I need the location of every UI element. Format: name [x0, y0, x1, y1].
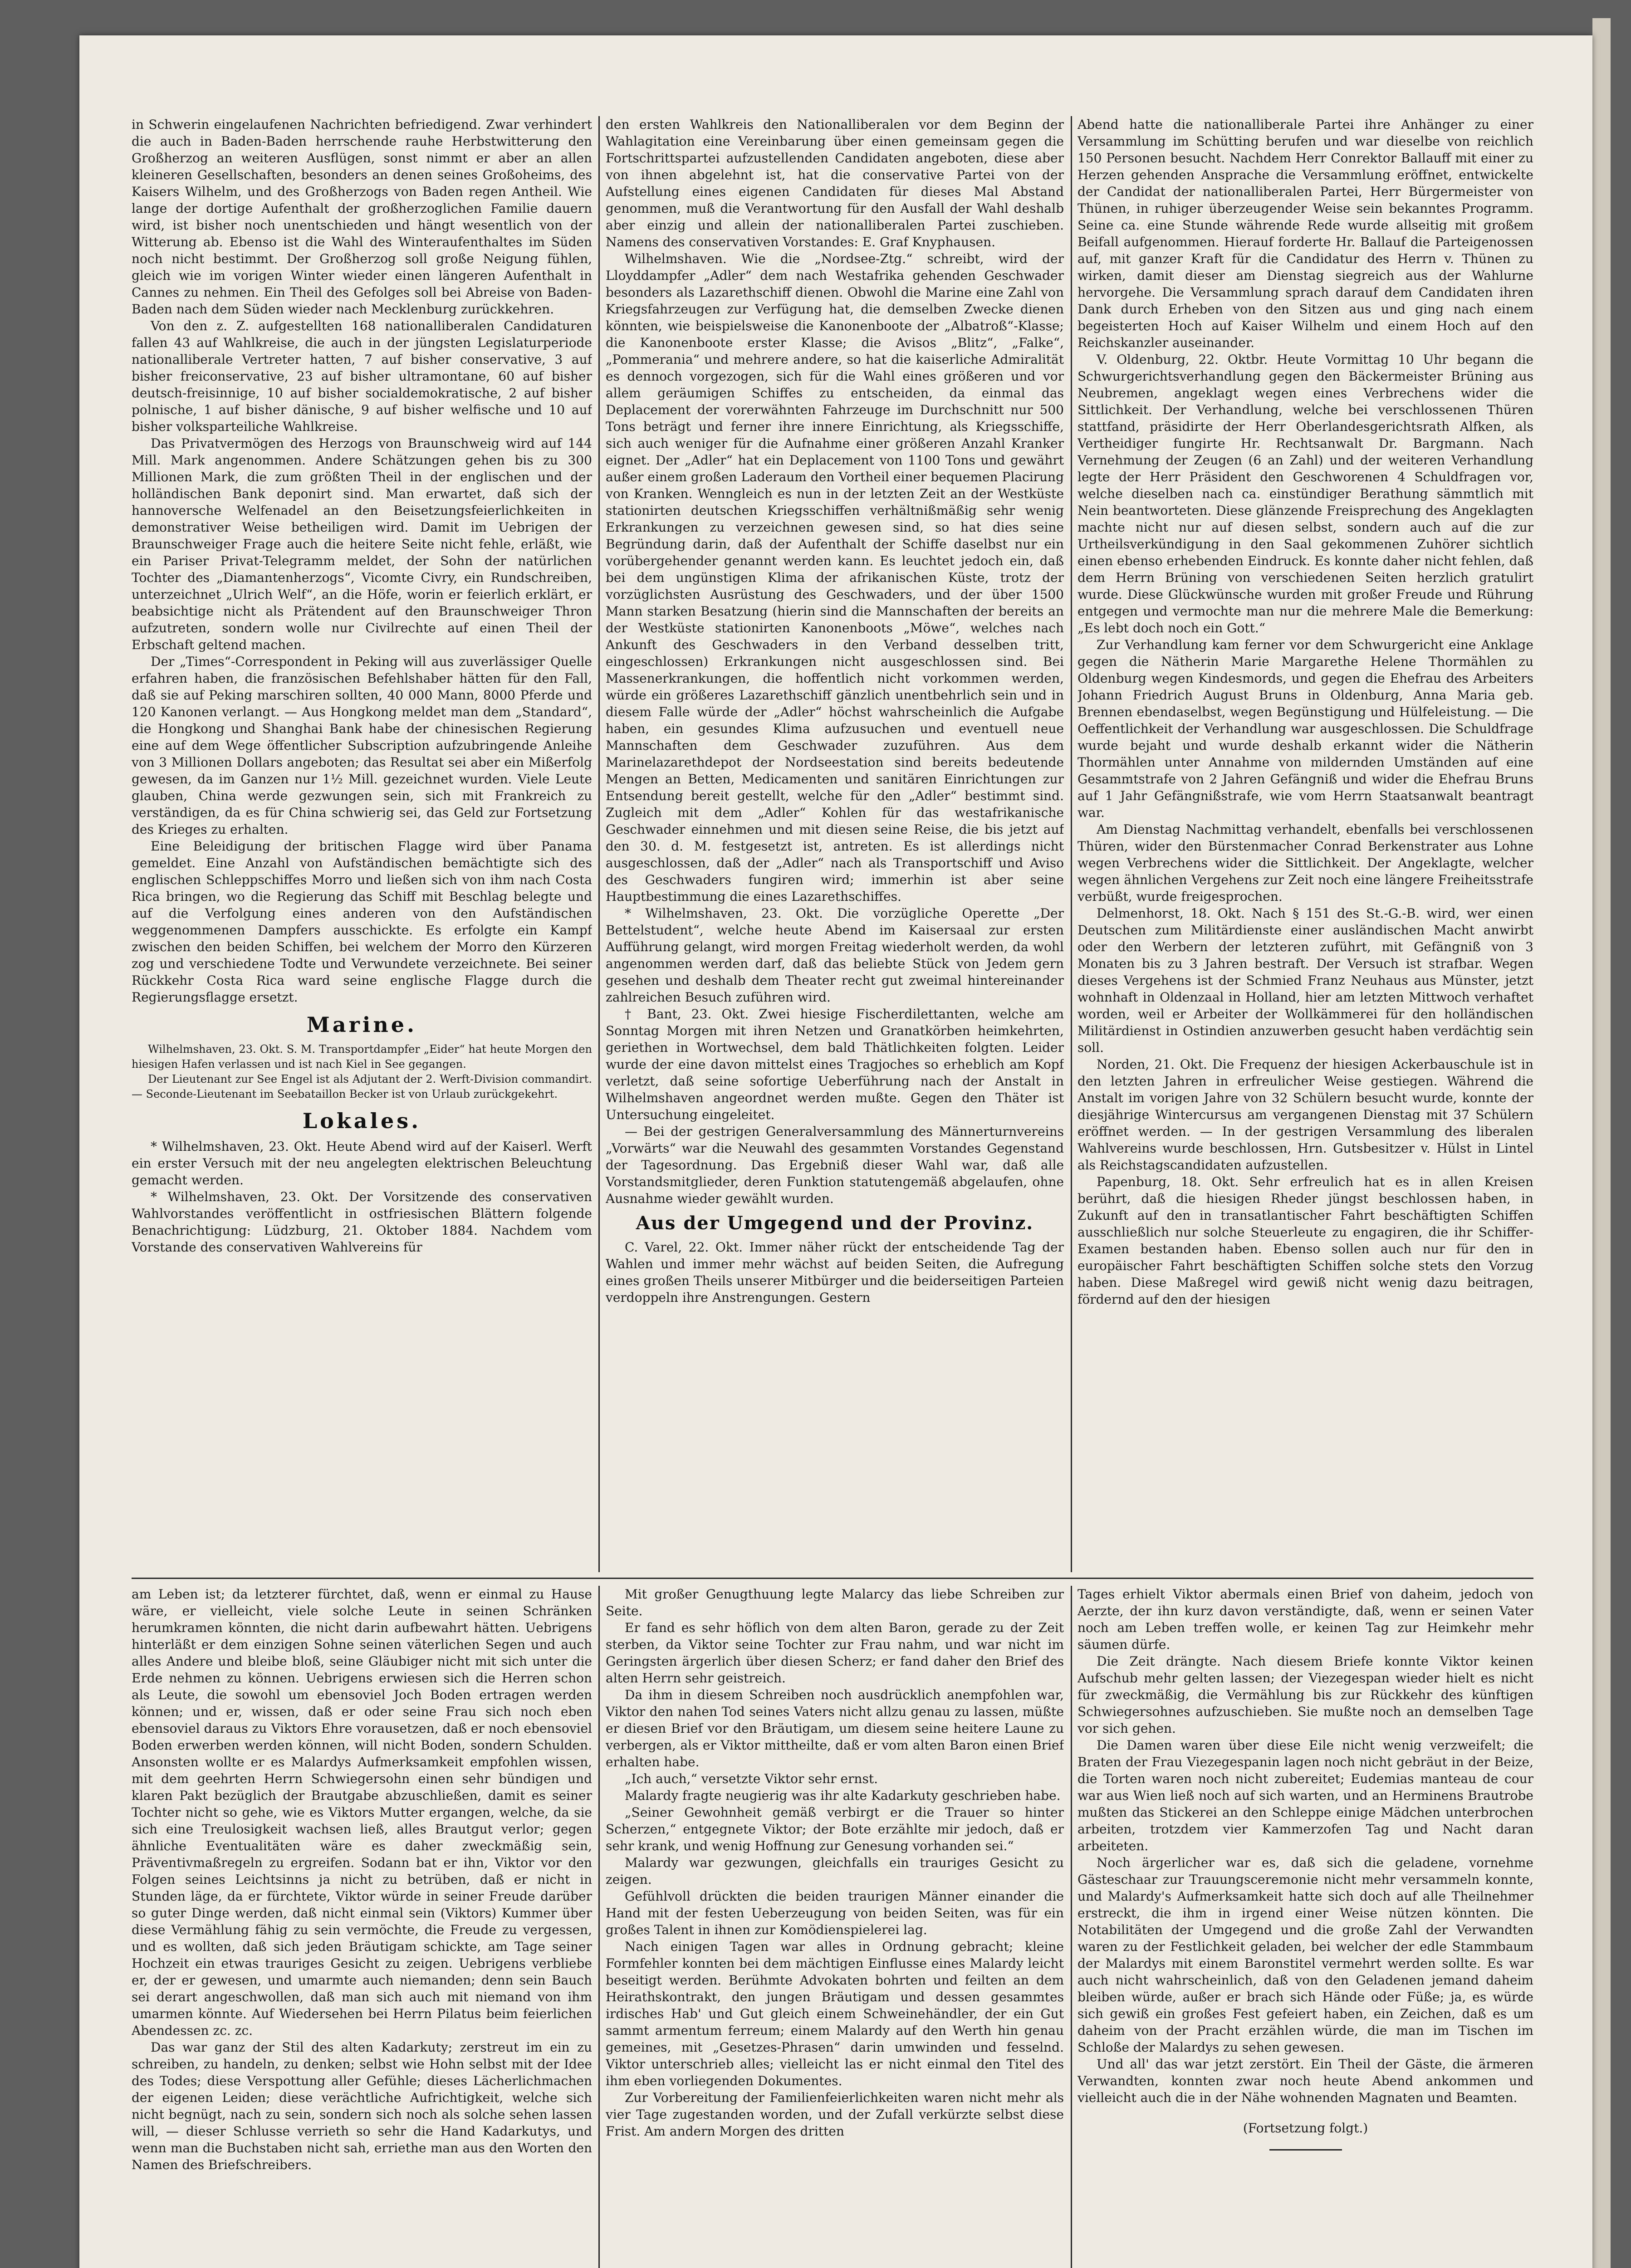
article-paragraph: * Wilhelmshaven, 23. Okt. Heute Abend wird auf der Kaiserl. Werft ein erster Versuch mit der neu angelegten elektrischen Beleuchtung gemacht werden.	[132, 1139, 592, 1188]
story-paragraph: Da ihm in diesem Schreiben noch ausdrücklich anempfohlen war, Viktor den nahen Tod seines Vaters nicht allzu genau zu lassen, müßte er diesen Brief vor den Bräutigam, um diesem seine heitere Laune zu verbergen, als er Viktor mittheilte, daß er vom alten Baron einen Brief erhalten habe.	[606, 1687, 1064, 1769]
article-paragraph: Das Privatvermögen des Herzogs von Braunschweig wird auf 144 Mill. Mark angenommen. Andere Schätzungen gehen bis zu 300 Millionen Mark, die zum größten Theil in der englischen und der holländischen Bank deponirt sind. Man erwartet, daß sich der hannoversche Welfenadel an den Beisetzungsfeierlichkeiten in demonstrativer Weise betheiligen wird. Damit im Uebrigen der Braunschweiger Frage auch die heitere Seite nicht fehle, erläßt, wie ein Pariser Privat-Telegramm meldet, der Sohn der natürlichen Tochter des „Diamantenherzogs“, Vicomte Civry, ein Rundschreiben, unterzeichnet „Ulrich Welf“, an die Höfe, worin er feierlich erklärt, er beabsichtige nicht als Prätendent auf den Braunschweiger Thron aufzutreten, sondern wolle nur Civilrechte auf einen Theil der Erbschaft geltend machen.	[132, 436, 592, 652]
article-paragraph: Delmenhorst, 18. Okt. Nach § 151 des St.-G.-B. wird, wer einen Deutschen zum Militärdienste einer ausländischen Macht anwirbt oder den Werbern der letzteren zuführt, mit Gefängniß von 3 Monaten bis zu 3 Jahren bestraft. Der Versuch ist strafbar. Wegen dieses Vergehens ist der Schmied Franz Neuhaus aus Münster, jetzt wohnhaft in Oldenzaal in Holland, hier am letzten Mittwoch verhaftet worden, weil er Arbeiter der Wollkämmerei für den holländischen Militärdienst in Ostindien anzuwerben gesucht haben verdächtig sein soll.	[1078, 906, 1533, 1055]
story-paragraph: Malardy fragte neugierig was ihr alte Kadarkuty geschrieben habe.	[625, 1788, 1061, 1803]
article-paragraph: † Bant, 23. Okt. Zwei hiesige Fischerdilettanten, welche am Sonntag Morgen mit ihren Netzen und Granatkörben heimkehrten, geriethen in Wortwechsel, dem bald Thätlichkeiten folgten. Leider wurde der eine davon mittelst eines Tragjoches so erheblich am Kopf verletzt, daß seine sofortige Ueberführung nach der Anstalt in Wilhelmshaven angeordnet werden mußte. Gegen den Thäter ist Untersuchung eingeleitet.	[606, 1007, 1064, 1122]
story-paragraph: Die Zeit drängte. Nach diesem Briefe konnte Viktor keinen Aufschub mehr gelten lassen; der Viezegespan wieder hielt es nicht für zweckmäßig, die Vermählung bis zur Rückkehr des künftigen Schwiegersohnes aufzuschieben. Sie mußte noch an demselben Tage vor sich gehen.	[1078, 1654, 1533, 1736]
column-rule	[1071, 1586, 1072, 2268]
article-paragraph: Papenburg, 18. Okt. Sehr erfreulich hat es in allen Kreisen berührt, daß die hiesigen Rheder jüngst beschlossen haben, in Zukunft auf den in transatlantischer Fahrt beschäftigten Schiffen ausschließlich nur solche Steuerleute zu engagiren, die ihr Schiffer-Examen bestanden haben. Ebenso sollen auch nur für den in europäischer Fahrt beschäftigten Schiffen solche stets den Vorzug haben. Diese Maßregel wird gewiß nicht wenig dazu beitragen, fördernd auf den der hiesigen	[1078, 1174, 1533, 1307]
column-1-bottom	[132, 1586, 592, 2268]
article-paragraph: * Wilhelmshaven, 23. Okt. Der Vorsitzende des conservativen Wahlvorstandes veröffentlicht in ostfriesischen Blättern folgende Benachrichtigung: Lüdzburg, 21. Oktober 1884. Nachdem vom Vorstande des conservativen Wahlvereins für	[132, 1189, 592, 1255]
story-paragraph: Das war ganz der Stil des alten Kadarkuty; zerstreut im ein zu schreiben, zu handeln, zu denken; selbst wie Hohn selbst mit der Idee des Todes; diese Verspottung aller Gefühle; dieses Lächerlichmachen der eigenen Leiden; diese verächtliche Aufrichtigkeit, welche sich nicht begnügt, nach zu sein, sondern sich noch als solche sehen lassen will, — dieser Schlusse verrieth so sehr die Hand Kadarkutys, und wenn man die Buchstaben nicht sah, erriethe man aus den Worten den Namen des Briefschreibers.	[132, 2040, 592, 2172]
section-heading-umgegend: Aus der Umgegend und der Provinz.	[636, 1212, 1034, 1234]
article-paragraph: Norden, 21. Okt. Die Frequenz der hiesigen Ackerbauschule ist in den letzten Jahren in erfreulicher Weise gestiegen. Während die Anstalt im vorigen Jahre von 32 Schülern besucht wurde, konnte der diesjährige Wintercursus am vergangenen Dienstag mit 37 Schülern eröffnet werden. — In der gestrigen Versammlung des liberalen Wahlvereins wurde beschlossen, Hrn. Gutsbesitzer v. Hülst in Lintel als Reichstagscandidaten aufzustellen.	[1078, 1057, 1533, 1173]
story-paragraph: „Ich auch,“ versetzte Viktor sehr ernst.	[625, 1771, 878, 1786]
column-1-top	[132, 116, 592, 1572]
column-rule	[598, 1586, 600, 2268]
story-paragraph: Malardy war gezwungen, gleichfalls ein trauriges Gesicht zu zeigen.	[606, 1855, 1064, 1887]
article-paragraph: in Schwerin eingelaufenen Nachrichten befriedigend. Zwar verhindert die auch in Baden-Baden herrschende rauhe Herbstwitterung den Großherzog an weiteren Ausflügen, sonst nimmt er aber an allen kleineren Gesellschaften, besonders an denen seines Großoheims, des Kaisers Wilhelm, und des Großherzogs von Baden regen Antheil. Wie lange der dortige Aufenthalt der großherzoglichen Familie dauern wird, ist bisher noch unentschieden und hängt wesentlich von der Witterung ab. Ebenso ist die Wahl des Winteraufenthaltes im Süden noch nicht bestimmt. Der Großherzog soll große Neigung fühlen, gleich wie im vorigen Winter wieder einen längeren Aufenthalt in Cannes zu nehmen. Ein Theil des Gefolges soll bei Abreise von Baden-Baden nach dem Süden wieder nach Mecklenburg zurückkehren.	[132, 117, 592, 317]
section-heading-lokales: Lokales.	[302, 1109, 421, 1133]
story-paragraph: Noch ärgerlicher war es, daß sich die geladene, vornehme Gästeschaar zur Trauungsceremonie nicht mehr versammeln konnte, und Malardy's Aufmerksamkeit hatte sich doch auf alle Theilnehmer erstreckt, die ihm in irgend einer Weise nützen könnten. Die Notabilitäten der Umgegend und die große Zahl der Verwandten waren zu der Festlichkeit geladen, bei welcher der edle Stammbaum der Malardys mit einem Baronstitel vermehrt werden sollte. Es war auch nicht wahrscheinlich, daß von den Geladenen jemand daheim bleiben würde, außer er brach sich Hände oder Füße; ja, es würde sich gewiß ein großes Fest gefeiert haben, ein Zeichen, daß es um daheim von der Pracht erzählen würde, die man im Tischen im Schloße der Malardys zu sehen gewesen.	[1078, 1855, 1533, 2055]
story-paragraph: Mit großer Genugthuung legte Malarcy das liebe Schreiben zur Seite.	[606, 1587, 1064, 1618]
column-2-bottom	[606, 1586, 1064, 2268]
article-paragraph: den ersten Wahlkreis den Nationalliberalen vor dem Beginn der Wahlagitation eine Vereinbarung über einen gemeinsam gegen die Fortschrittspartei aufzustellenden Candidaten angeboten, diese aber von ihnen abgelehnt ist, hat die conservative Partei von der Aufstellung eines eigenen Candidaten für dieses Mal Abstand genommen, muß die Verantwortung für den Ausfall der Wahl deshalb aber einzig und allein der nationalliberalen Partei zuschieben. Namens des conservativen Vorstandes: E. Graf Knyphausen.	[606, 117, 1064, 249]
article-paragraph: Zur Verhandlung kam ferner vor dem Schwurgericht eine Anklage gegen die Nätherin Marie Margarethe Helene Thormählen zu Oldenburg wegen Kindesmords, und gegen die Ehefrau des Arbeiters Johann Friedrich August Bruns in Oldenburg, Anna Maria geb. Brennen ebendaselbst, wegen Begünstigung und Hülfeleistung. — Die Oeffentlichkeit der Verhandlung war ausgeschlossen. Die Schuldfrage wurde bejaht und wurde deshalb erkannt wider die Nätherin Thormählen unter Annahme von mildernden Umständen auf eine Gesammtstrafe von 2 Jahren Gefängniß und wider die Ehefrau Bruns auf 1 Jahr Gefängnißstrafe, wie vom Herrn Staatsanwalt beantragt war.	[1078, 637, 1533, 820]
end-rule	[1269, 2149, 1342, 2151]
column-2-top	[606, 116, 1064, 1572]
article-paragraph: C. Varel, 22. Okt. Immer näher rückt der entscheidende Tag der Wahlen und immer mehr wächst auf beiden Seiten, die Aufregung eines großen Theils unserer Mitbürger und die beiderseitigen Parteien verdoppeln ihre Anstrengungen. Gestern	[606, 1240, 1064, 1305]
article-paragraph: Abend hatte die nationalliberale Partei ihre Anhänger zu einer Versammlung im Schütting berufen und war dieselbe von reichlich 150 Personen besucht. Nachdem Herr Conrektor Ballauff mit einer zu Herzen gehenden Ansprache die Versammlung eröffnet, entwickelte der Candidat der nationalliberalen Partei, Herr Bürgermeister von Thünen, in ruhiger überzeugender Weise sein bekanntes Programm. Seine ca. eine Stunde währende Rede wurde allseitig mit großem Beifall aufgenommen. Hierauf forderte Hr. Ballauf die Parteigenossen auf, mit ganzer Kraft für die Candidatur des Herrn v. Thünen zu wirken, damit dieser am Dienstag siegreich aus der Wahlurne hervorgehe. Die Versammlung sprach darauf dem Candidaten ihren Dank durch Erheben von den Sitzen aus und ging nach einem begeisterten Hoch auf Kaiser Wilhelm und einem Hoch auf den Reichskanzler auseinander.	[1078, 117, 1533, 350]
story-paragraph: Die Damen waren über diese Eile nicht wenig verzweifelt; die Braten der Frau Viezegespanin lagen noch nicht gebräut in der Beize, die Torten waren noch nicht zubereitet; Eudemias manteau de cour war aus Wien ließ noch auf sich warten, und an Herminens Brautrobe mußten das Stickerei an den Schleppe einige Mädchen unterbrochen arbeiten, trotzdem vier Kammerzofen Tag und Nacht daran arbeiteten.	[1078, 1738, 1533, 1853]
section-heading-marine: Marine.	[306, 1012, 417, 1037]
next-page-edge	[1592, 18, 1611, 2268]
story-paragraph: Er fand es sehr höflich von dem alten Baron, gerade zu der Zeit sterben, da Viktor seine Tochter zur Frau nahm, und war nicht im Geringsten ärgerlich über diesen Scherz; er fand daher den Brief des alten Herrn sehr geistreich.	[606, 1620, 1064, 1686]
column-3-bottom	[1078, 1586, 1533, 2268]
article-paragraph: Wilhelmshaven. Wie die „Nordsee-Ztg.“ schreibt, wird der Lloyddampfer „Adler“ dem nach Westafrika gehenden Geschwader besonders als Lazarethschiff dienen. Obwohl die Marine eine Zahl von Kriegsfahrzeugen zur Verfügung hat, die demselben Zwecke dienen könnten, wie beispielsweise die Kanonenboote der „Albatroß“-Klasse; die Kanonenboote erster Klasse; die Avisos „Blitz“, „Falke“, „Pommerania“ und mehrere andere, so hat die kaiserliche Admiralität es dennoch vorgezogen, sich für die Wahl eines größeren und vor allem geräumigen Schiffes zu entscheiden, da einmal das Deplacement der vorerwähnten Fahrzeuge im Durchschnitt nur 500 Tons beträgt und ferner ihre innere Einrichtung, als Kriegsschiffe, sich auch weniger für die Aufnahme einer größeren Anzahl Kranker eignet. Der „Adler“ hat ein Deplacement von 1100 Tons und gewährt außer einem großen Laderaum den Vortheil einer bequemen Placirung von Kranken. Wenngleich es nun in der letzten Zeit an der Westküste stationirten deutschen Kriegsschiffen verhältnißmäßig sehr wenig Erkrankungen zu verzeichnen gewesen sind, so hat dies seine Begründung darin, daß der Aufenthalt der Schiffe daselbst nur ein vorübergehender genannt werden kann. Es leuchtet jedoch ein, daß bei dem ungünstigen Klima der afrikanischen Küste, trotz der vorzüglichsten Ausrüstung des Geschwaders, und der über 1500 Mann starken Besatzung (hierin sind die Mannschaften der bereits an der Westküste stationirten Kanonenboots „Möwe“, welches nach Ankunft des Geschwaders in den Verband desselben tritt, eingeschlossen) Erkrankungen nicht ausgeschlossen sind. Bei Massenerkrankungen, die hoffentlich nicht vorkommen werden, würde ein größeres Lazarethschiff gänzlich unentbehrlich sein und in diesem Falle würde der „Adler“ höchst wahrscheinlich die Aufgabe haben, ein gesundes Klima aufzusuchen und eventuell neue Mannschaften dem Geschwader zuzuführen. Aus dem Marinelazarethdepot der Nordseestation sind bereits bedeutende Mengen an Betten, Medicamenten und sanitären Einrichtungen zur Entsendung bereit gestellt, welche für den „Adler“ bestimmt sind. Zugleich mit dem „Adler“ Kohlen für das westafrikanische Geschwader einnehmen und mit diesen seine Reise, die bis jetzt auf den 30. d. M. festgesetzt ist, antreten. Es ist allerdings nicht ausgeschlossen, daß der „Adler“ nach als Transportschiff und Aviso des Geschwaders fungiren wird; immerhin ist aber seine Hauptbestimmung die eines Lazarethschiffes.	[606, 251, 1064, 904]
story-paragraph: am Leben ist; da letzterer fürchtet, daß, wenn er einmal zu Hause wäre, er vielleicht, viele solche Leute in seinen Schränken herumkramen könnten, die nicht darin aufbewahrt hätten. Uebrigens hinterläßt er dem einzigen Sohne seinen väterlichen Segen und auch alles Andere und bleibe bloß, seine Gläubiger nicht mit sich unter die Erde nehmen zu können. Uebrigens erwiesen sich die Herren schon als Leute, die sowohl um ebensoviel Joch Boden ertragen werden können; und er, wissen, daß er oder seine Frau sich noch eben ebensoviel daraus zu Viktors Ehre vorausetzen, daß er noch ebensoviel Boden erwerben werden können, will nicht Boden, sondern Schulden. Ansonsten wollte er es Malardys Aufmerksamkeit empfohlen wissen, mit dem geehrten Herrn Schwiegersohn einen sehr bündigen und klaren Pakt bezüglich der Brautgabe abzuschließen, damit es seiner Tochter nicht so gehe, wie es Viktors Mutter ergangen, welche, da sie sich eine Treulosigkeit wachsen ließ, alles Brautgut verlor; gegen ähnliche Eventualitäten wäre es daher zweckmäßig sein, Präventivmaßregeln zu ergreifen. Sodann bat er ihn, Viktor vor den Folgen seines Leichtsinns ja nicht zu betrüben, daß er nicht in Stunden läge, da er fürchtete, Viktor würde in seiner Freude darüber so guter Dinge werden, daß nicht einmal sein (Viktors) Kummer über diese Vermählung fähig zu sein vermöchte, die Freude zu vergessen, und es wollten, daß sich jeden Bräutigam schickte, am Tage seiner Hochzeit ein etwas trauriges Gesicht zu zeigen. Uebrigens verbliebe er, der er gewesen, und umarmte auch niemanden; denn sein Bauch sei derart angeschwollen, daß man sich auch mit niemand von ihm umarmen könnte. Auf Wiedersehen bei Herrn Pilatus beim feierlichen Abendessen zc. zc.	[132, 1587, 592, 2038]
article-paragraph: Wilhelmshaven, 23. Okt. S. M. Transportdampfer „Eider“ hat heute Morgen den hiesigen Hafen verlassen und ist nach Kiel in See gegangen.	[132, 1043, 592, 1070]
story-paragraph: Und all' das war jetzt zerstört. Ein Theil der Gäste, die ärmeren Verwandten, konnten zwar noch heute Abend ankommen und vielleicht auch die in der Nähe wohnenden Magnaten und Beamten.	[1078, 2057, 1533, 2105]
article-paragraph: Der „Times“-Correspondent in Peking will aus zuverlässiger Quelle erfahren haben, die französischen Befehlshaber hätten für den Fall, daß sie auf Peking marschiren sollten, 40 000 Mann, 8000 Pferde und 120 Kanonen verlangt. — Aus Hongkong meldet man dem „Standard“, die Hongkong und Shanghai Bank habe der chinesischen Regierung eine auf dem Wege öffentlicher Subscription aufzubringende Anleihe von 3 Millionen Dollars angeboten; das Resultat sei aber ein Mißerfolg gewesen, da im Ganzen nur 1½ Mill. gezeichnet wurden. Viele Leute glauben, China werde gezwungen sein, sich mit Frankreich zu verständigen, da es für China schwierig sei, das Geld zur Fortsetzung des Krieges zu erhalten.	[132, 654, 592, 837]
column-3-top	[1078, 116, 1533, 1572]
story-paragraph: „Seiner Gewohnheit gemäß verbirgt er die Trauer so hinter Scherzen,“ entgegnete Viktor; der Bote erzählte mir jedoch, daß er sehr krank, und wenig Hoffnung zur Genesung vorhanden sei.“	[606, 1805, 1064, 1853]
article-paragraph: — Bei der gestrigen Generalversammlung des Männerturnvereins „Vorwärts“ war die Neuwahl des gesammten Vorstandes Gegenstand der Tagesordnung. Das Ergebniß dieser Wahl war, daß alle Vorstandsmitglieder, deren Funktion statutengemäß abgelaufen, ohne Ausnahme wieder gewählt wurden.	[606, 1124, 1064, 1206]
article-paragraph: V. Oldenburg, 22. Oktbr. Heute Vormittag 10 Uhr begann die Schwurgerichtsverhandlung gegen den Bäckermeister Brüning aus Neubremen, angeklagt wegen eines Verbrechens wider die Sittlichkeit. Der Verhandlung, welche bei verschlossenen Thüren stattfand, präsidirte der Herr Oberlandesgerichtsrath Alfken, als Vertheidiger fungirte Hr. Rechtsanwalt Dr. Bargmann. Nach Vernehmung der Zeugen (6 an Zahl) und der weiteren Verhandlung legte der Herr Präsident den Geschworenen 4 Schuldfragen vor, welche dieselben nach ca. einstündiger Berathung sämmtlich mit Nein beantworteten. Diese glänzende Freisprechung des Angeklagten machte nicht nur auf diesen selbst, sondern auch auf die zur Urtheilsverkündigung in den Saal gekommenen Zuhörer sichtlich einen ebenso erhebenden Eindruck. Es konnte daher nicht fehlen, daß dem Herrn Brüning von verschiedenen Seiten herzlich gratulirt wurde. Diese Glückwünsche wurden mit großer Freude und Rührung entgegen und vermochte man nur die mehrere Male die Bemerkung: „Es lebt doch noch ein Gott.“	[1078, 352, 1533, 635]
column-rule	[1071, 116, 1072, 1572]
article-paragraph: Eine Beleidigung der britischen Flagge wird über Panama gemeldet. Eine Anzahl von Aufständischen bemächtigte sich des englischen Schleppschiffes Morro und ließen sich von ihm nach Costa Rica bringen, wo die Regierung das Schiff mit Beschlag belegte und auf die Verfolgung eines anderen von den Aufständischen weggenommenen Dampfers ausschickte. Es erfolgte ein Kampf zwischen den beiden Schiffen, bei welchem der Morro den Kürzeren zog und verschiedene Todte und Verwundete verzeichnete. Bei seiner Rückkehr Costa Rica ward seine englische Flagge durch die Regierungsflagge ersetzt.	[132, 839, 592, 1005]
article-paragraph: Am Dienstag Nachmittag verhandelt, ebenfalls bei verschlossenen Thüren, wider den Bürstenmacher Conrad Berkenstrater aus Lohne wegen Verbrechens wider die Sittlichkeit. Der Angeklagte, welcher wegen ähnlichen Vergehens zur Zeit noch eine längere Freiheitsstrafe verbüßt, wurde freigesprochen.	[1078, 822, 1533, 904]
newspaper-page	[79, 35, 1592, 2268]
article-paragraph: Der Lieutenant zur See Engel ist als Adjutant der 2. Werft-Division commandirt. — Seconde-Lieutenant im Seebataillon Becker ist von Urlaub zurückgekehrt.	[132, 1073, 592, 1100]
article-paragraph: * Wilhelmshaven, 23. Okt. Die vorzügliche Operette „Der Bettelstudent“, welche heute Abend im Kaisersaal zur ersten Aufführung gelangt, wird morgen Freitag wiederholt werden, da wohl angenommen werden darf, daß das beliebte Stück von Jedem gern gesehen und deshalb dem Theater recht gut zweimal hintereinander zahlreichen Besuch zuführen wird.	[606, 906, 1064, 1005]
story-paragraph: Tages erhielt Viktor abermals einen Brief von daheim, jedoch von Aerzte, der ihn kurz davon verständigte, daß, wenn er seinen Vater noch am Leben treffen wolle, er keinen Tag zur Heimkehr mehr säumen dürfe.	[1078, 1587, 1533, 1652]
article-paragraph: Von den z. Z. aufgestellten 168 nationalliberalen Candidaturen fallen 43 auf Wahlkreise, die auch in der jüngsten Legislaturperiode nationalliberale Vertreter hatten, 7 auf bisher conservative, 3 auf bisher freiconservative, 23 auf bisher ultramontane, 60 auf bisher deutsch-freisinnige, 10 auf bisher socialdemokratische, 2 auf bisher polnische, 1 auf bisher dänische, 9 auf bisher welfische und 10 auf bisher volksparteiliche Wahlkreise.	[132, 318, 592, 434]
column-rule	[598, 116, 600, 1572]
feuilleton-divider	[132, 1578, 1533, 1579]
continuation-note: (Fortsetzung folgt.)	[1243, 2121, 1368, 2136]
story-paragraph: Gefühlvoll drückten die beiden traurigen Männer einander die Hand mit der festen Ueberzeugung von beiden Seiten, was für ein großes Talent in ihnen zur Komödienspielerei lag.	[606, 1889, 1064, 1937]
story-paragraph: Zur Vorbereitung der Familienfeierlichkeiten waren nicht mehr als vier Tage zugestanden worden, und der Zufall verkürzte selbst diese Frist. Am andern Morgen des dritten	[606, 2090, 1064, 2139]
story-paragraph: Nach einigen Tagen war alles in Ordnung gebracht; kleine Formfehler konnten bei dem mächtigen Einflusse eines Malardy leicht beseitigt werden. Berühmte Advokaten bohrten und feilten an dem Heirathskontrakt, den jungen Bräutigam und dessen gesammtes irdisches Hab' und Gut gleich einem Schweinehändler, der ein Gut sammt armentum ferreum; einem Malardy auf den Werth hin genau gemeines, mit „Gesetzes-Phrasen“ darin umwinden und fesselnd. Viktor unterschrieb alles; vielleicht las er nicht einmal den Titel des ihm eben vorliegenden Dokumentes.	[606, 1939, 1064, 2088]
